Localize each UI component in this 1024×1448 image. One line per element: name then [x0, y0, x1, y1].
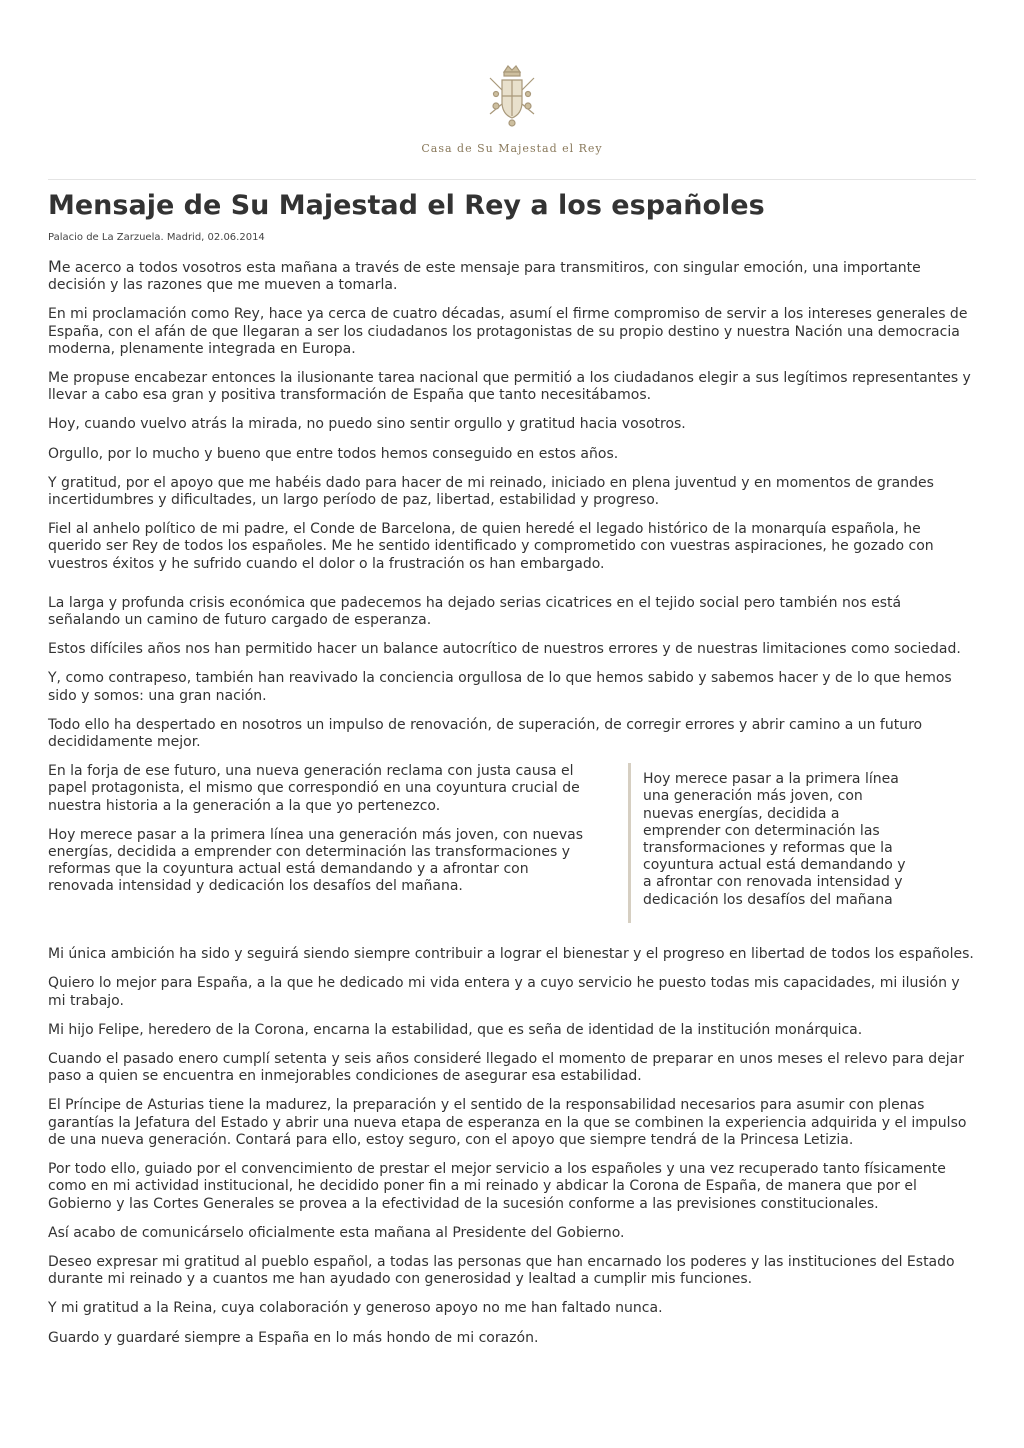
paragraph: Mi única ambición ha sido y seguirá siendo siempre contribuir a lograr el bienestar y el progreso en libertad de todos los españoles. — [48, 946, 974, 963]
paragraph: En mi proclamación como Rey, hace ya cerca de cuatro décadas, asumí el firme compromiso de servir a los intereses generales de España, con el afán de que llegaran a ser los ciudadanos los protagonistas de su propio destino y nuestra Nación una democracia moderna, plenamente integrada en Europa. — [48, 306, 968, 357]
paragraph: La larga y profunda crisis económica que padecemos ha dejado serias cicatrices en el tejido social pero también nos está señalando un camino de futuro cargado de esperanza. — [48, 594, 902, 629]
paragraph: Me propuse encabezar entonces la ilusionante tarea nacional que permitió a los ciudadanos elegir a sus legítimos representantes y llevar a cabo esa gran y positiva transformación de España que tanto necesitábamos. — [48, 370, 971, 404]
split-text-column — [48, 763, 593, 907]
paragraph: Hoy merece pasar a la primera línea una generación más joven, con nuevas energías, decidida a emprender con determinación las transformaciones y reformas que la coyuntura actual está demandando y a afrontar con renovada intensidad y dedicación los desafíos del mañana. — [48, 826, 584, 895]
letterhead — [48, 60, 976, 184]
paragraph: Hoy, cuando vuelvo atrás la mirada, no puedo sino sentir orgullo y gratitud hacia vosotros. — [48, 416, 686, 433]
paragraph: Quiero lo mejor para España, a la que he dedicado mi vida entera y a cuyo servicio he puesto todas mis capacidades, mi ilusión y mi trabajo. — [48, 975, 960, 1009]
dateline: Palacio de La Zarzuela. Madrid, 02.06.2014 — [48, 232, 265, 243]
paragraph: En la forja de ese futuro, una nueva generación reclama con justa causa el papel protagonista, el mismo que correspondió en una coyuntura crucial de nuestra historia a la generación a la que yo pertenezco. — [48, 763, 580, 814]
paragraph: Estos difíciles años nos han permitido hacer un balance autocrítico de nuestros errores y de nuestras limitaciones como sociedad. — [48, 641, 961, 658]
paragraph: Por todo ello, guiado por el convencimiento de prestar el mejor servicio a los españoles y una vez recuperado tanto físicamente como en mi actividad institucional, he decidido poner fin a mi reinado y abdicar la Corona de España, de manera que por el Gobierno y las Cortes Generales se provea a la efectividad de la sucesión conforme a las previsiones constitucionales. — [48, 1161, 946, 1212]
paragraph: Orgullo, por lo mucho y bueno que entre todos hemos conseguido en estos años. — [48, 445, 619, 462]
paragraph: El Príncipe de Asturias tiene la madurez, la preparación y el sentido de la responsabilidad necesarios para asumir con plenas garantías la Jefatura del Estado y abrir una nueva etapa de esperanza en la que se combinen la experiencia adquirida y el impulso de una nueva generación. Contará para ello, estoy seguro, con el apoyo que siempre tendrá de la Princesa Letizia. — [48, 1097, 967, 1148]
royal-house-name: Casa de Su Majestad el Rey — [421, 142, 603, 155]
header-divider — [48, 179, 976, 180]
paragraph: Fiel al anhelo político de mi padre, el Conde de Barcelona, de quien heredé el legado histórico de la monarquía española, he querido ser Rey de todos los españoles. Me he sentido identificado y comprometido con vuestras aspiraciones, he gozado con vuestros éxitos y he sufrido cuando el dolor o la frustración os han embargado. — [48, 521, 934, 572]
paragraph: Y mi gratitud a la Reina, cuya colaboración y generoso apoyo no me han faltado nunca. — [48, 1300, 663, 1317]
intro-text: e acerco a todos vosotros esta mañana a través de este mensaje para transmitiros, con singular emoción, una importante decisión y las razones que me mueven a tomarla. — [48, 260, 921, 294]
paragraph: Guardo y guardaré siempre a España en lo más hondo de mi corazón. — [48, 1329, 539, 1346]
paragraph: Mi hijo Felipe, heredero de la Corona, encarna la estabilidad, que es seña de identidad de la institución monárquica. — [48, 1021, 863, 1038]
message-body — [48, 258, 976, 1359]
paragraph: Todo ello ha despertado en nosotros un impulso de renovación, de superación, de corregir errores y abrir camino a un futuro decididamente mejor. — [48, 716, 923, 751]
pull-quote: Hoy merece pasar a la primera línea una generación más joven, con nuevas energías, decidida a emprender con determinación las transformaciones y reformas que la coyuntura actual está demandando y a afrontar con renovada intensidad y dedicación los desafíos del mañana — [628, 763, 913, 923]
split-section — [48, 763, 976, 934]
intro-paragraph — [48, 258, 976, 294]
paragraph: Y gratitud, por el apoyo que me habéis dado para hacer de mi reinado, iniciado en plena juventud y en momentos de grandes incertidumbres y dificultades, un largo período de paz, libertad, estabilidad y progreso. — [48, 474, 934, 509]
initial-letter: M — [48, 257, 62, 276]
paragraph: Y, como contrapeso, también han reavivado la conciencia orgullosa de lo que hemos sabido y sabemos hacer y de lo que hemos sido y somos: una gran nación. — [48, 670, 952, 704]
royal-coat-of-arms-icon — [482, 60, 542, 130]
paragraph: Deseo expresar mi gratitud al pueblo español, a todas las personas que han encarnado los poderes y las instituciones del Estado durante mi reinado y a cuantos me han ayudado con generosidad y lealtad a cumplir mis funciones. — [48, 1253, 955, 1288]
paragraph: Cuando el pasado enero cumplí setenta y seis años consideré llegado el momento de preparar en unos meses el relevo para dejar paso a quien se encuentra en inmejorables condiciones de asegurar esa estabilidad. — [48, 1051, 964, 1085]
page-title: Mensaje de Su Majestad el Rey a los españoles — [48, 190, 765, 221]
paragraph: Así acabo de comunicárselo oficialmente esta mañana al Presidente del Gobierno. — [48, 1224, 625, 1241]
